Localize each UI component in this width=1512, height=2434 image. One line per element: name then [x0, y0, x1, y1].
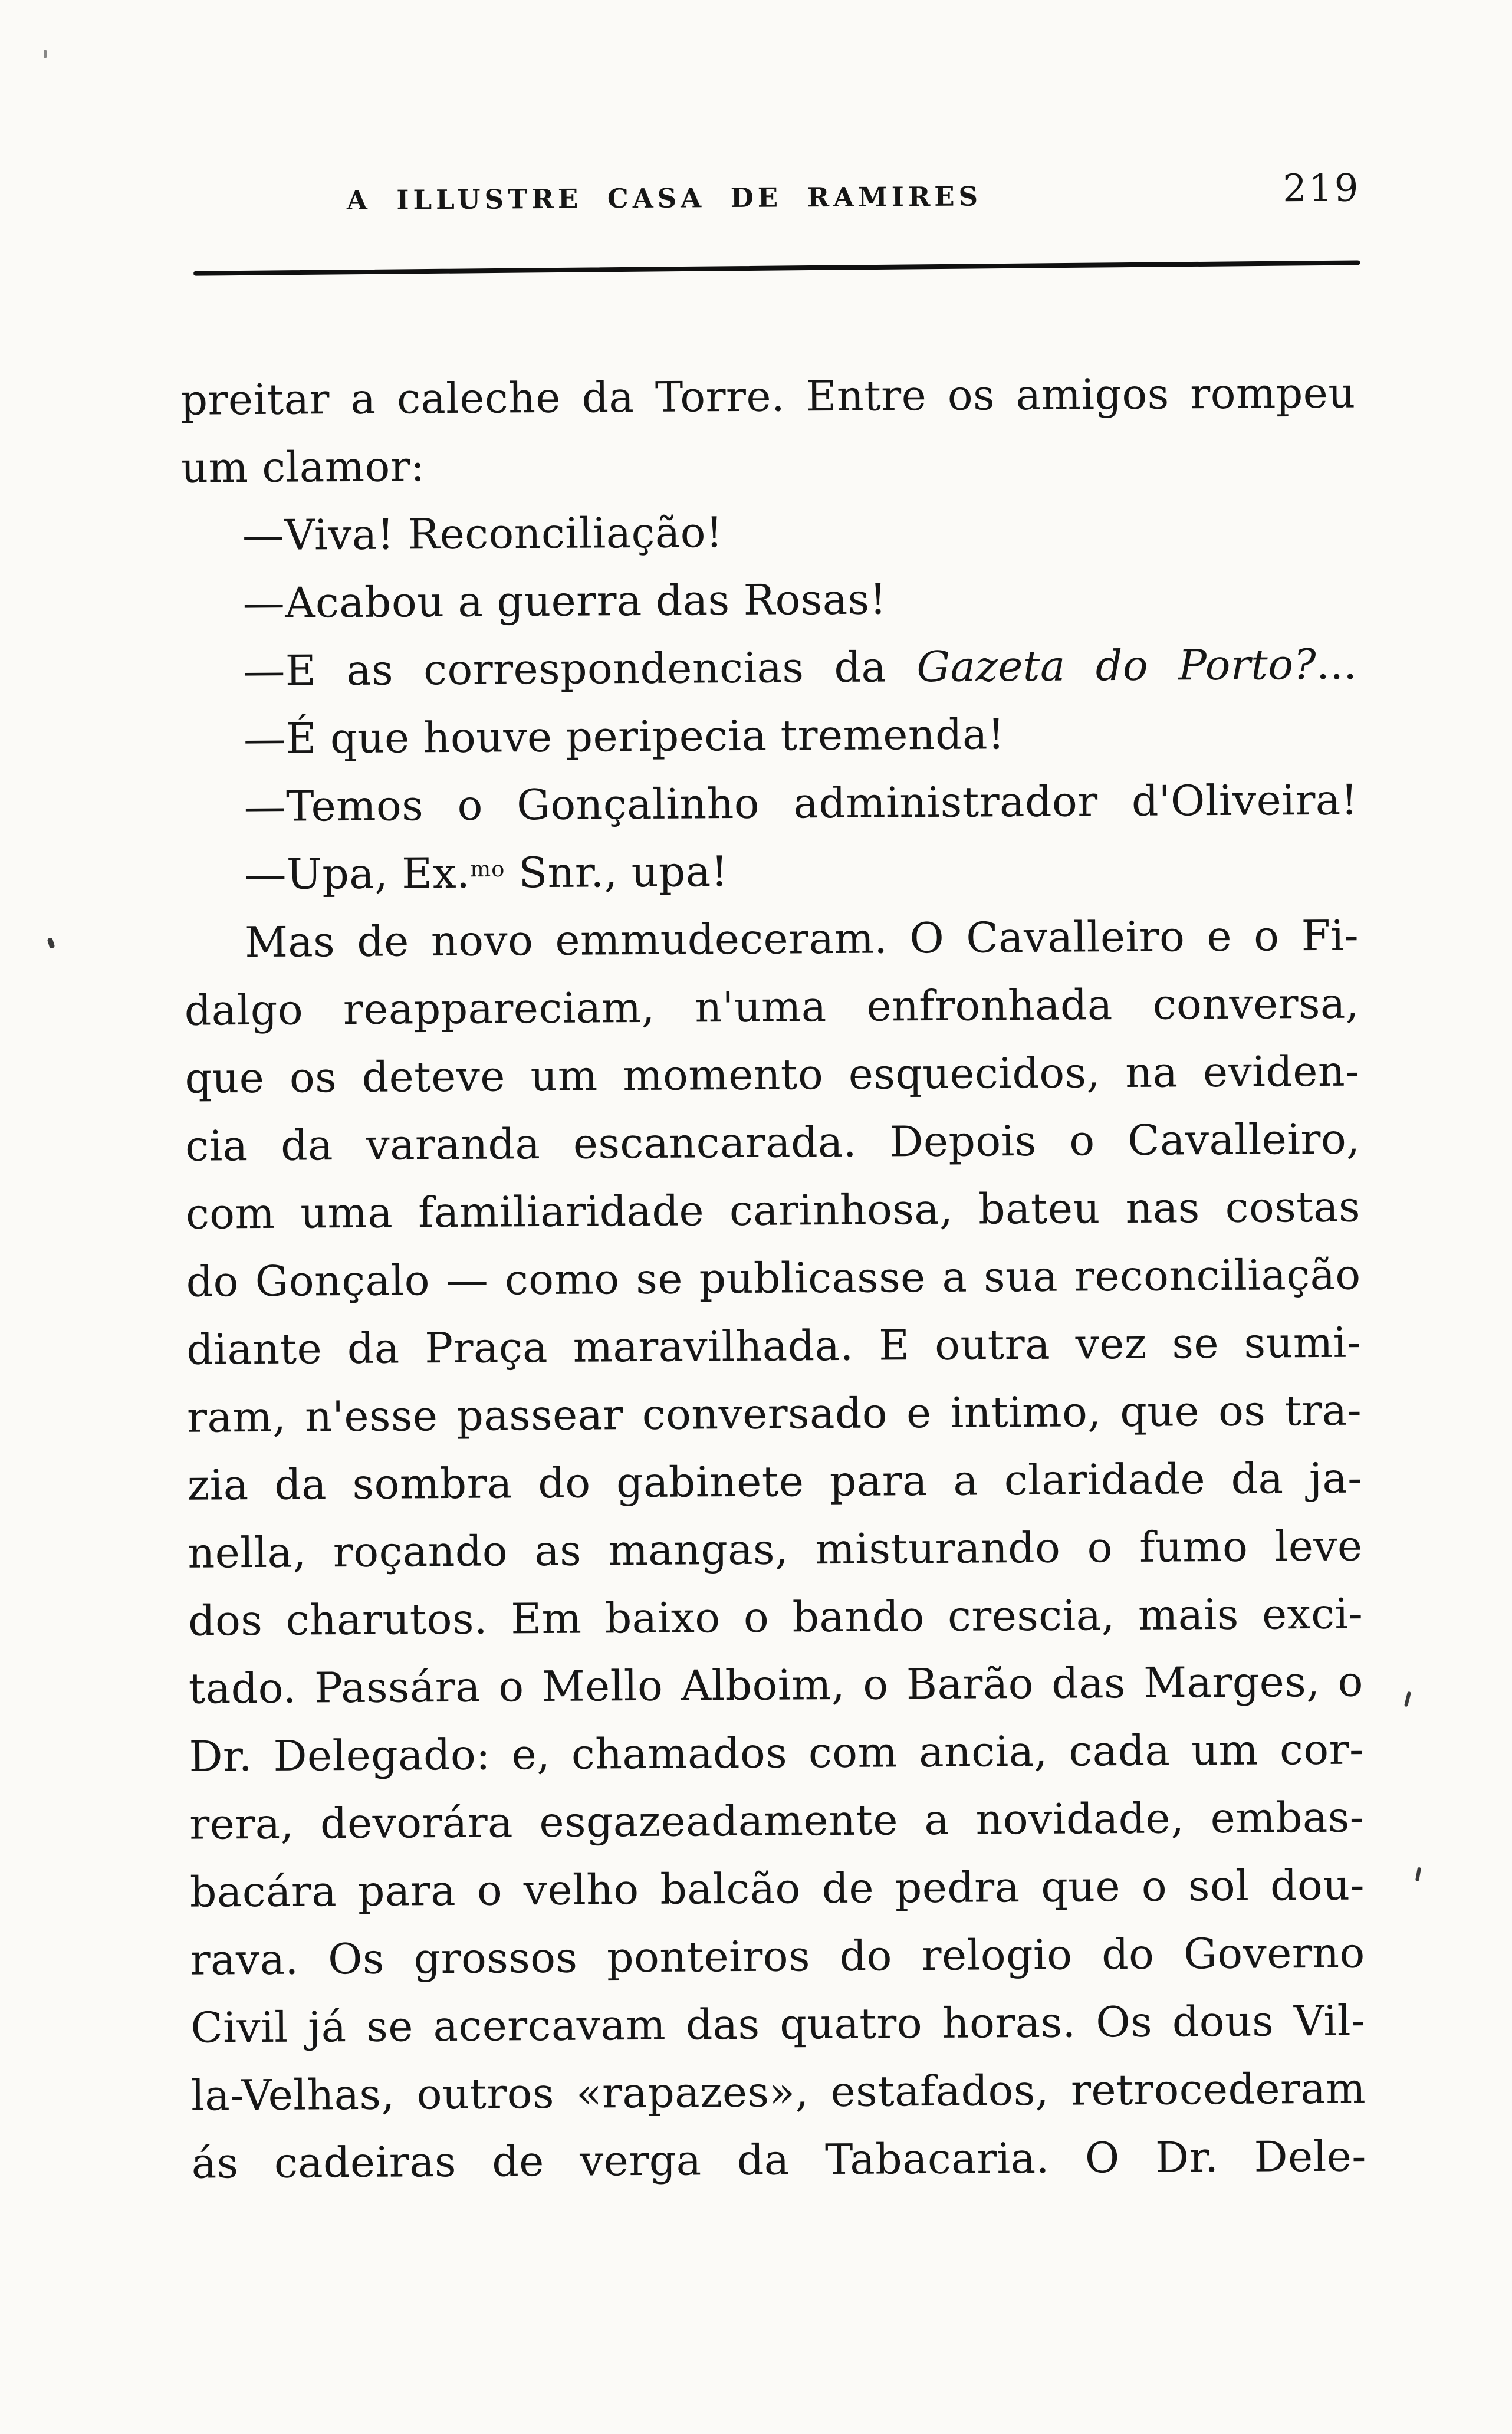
dialogue-text: —Upa, Ex. — [244, 848, 471, 899]
page-body — [180, 359, 1366, 2198]
dialogue-line: —Temos o Gonçalinho administrador d'Oliveira! — [244, 775, 1358, 832]
text-line: tado. Passára o Mello Alboim, o Barão das Marges, o — [188, 1657, 1364, 1713]
text-line: um clamor: — [181, 442, 425, 492]
text-line: ás cadeiras de verga da Tabacaria. O Dr. Dele- — [191, 2131, 1367, 2188]
dialogue-line: —Viva! Reconciliação! — [242, 508, 724, 560]
dialogue-line: —Acabou a guerra das Rosas! — [242, 574, 887, 628]
text-line: cia da varanda escancarada. Depois o Cavalleiro, — [185, 1114, 1360, 1171]
text-line: nella, roçando as mangas, misturando o fumo leve — [188, 1521, 1363, 1578]
text-line: dalgo reappareciam, n'uma enfronhada conversa, — [184, 978, 1360, 1035]
text-line: diante da Praça maravilhada. E outra vez se sumi- — [186, 1318, 1362, 1374]
text-line: com uma familiaridade carinhosa, bateu nas costas — [185, 1182, 1361, 1239]
text-line: bacára para o velho balcão de pedra que o sol dou- — [189, 1860, 1365, 1917]
running-title: A ILLUSTRE CASA DE RAMIRES — [346, 180, 982, 216]
text-line: que os deteve um momento esquecidos, na eviden- — [185, 1046, 1360, 1103]
text-line: rera, devorára esgazeadamente a novidade, embas- — [189, 1792, 1365, 1849]
dialogue-line: —É que houve peripecia tremenda! — [243, 709, 1005, 764]
dialogue-text: ... — [1316, 639, 1357, 689]
text-line: Civil já se acercavam das quatro horas. Os dous Vil- — [190, 1996, 1366, 2052]
italic-gazeta-do-porto: Gazeta do Porto? — [916, 639, 1317, 692]
dialogue-line — [183, 834, 1359, 909]
text-line: Dr. Delegado: e, chamados com ancia, cada um cor- — [189, 1725, 1364, 1781]
dialogue-text: —E as correspondencias da — [243, 642, 917, 696]
text-line: dos charutos. Em baixo o bando crescia, mais exci- — [188, 1589, 1363, 1645]
dialogue-line — [182, 630, 1357, 705]
paragraph-first-line: Mas de novo emmudeceram. O Cavalleiro e o Fi- — [244, 911, 1359, 967]
header-rule — [193, 260, 1360, 275]
text-line: preitar a caleche da Torre. Entre os amigos rompeu — [180, 368, 1356, 425]
superscript-abbreviation: mo — [470, 856, 505, 882]
text-line: do Gonçalo — como se publicasse a sua reconciliação — [186, 1250, 1361, 1306]
text-line: ram, n'esse passear conversado e intimo, que os tra- — [186, 1385, 1362, 1442]
dialogue-text: Snr., upa! — [505, 847, 728, 898]
text-line: rava. Os grossos ponteiros do relogio do Governo — [190, 1928, 1365, 1985]
scan-speck — [44, 50, 47, 58]
page-number: 219 — [1283, 166, 1360, 211]
text-line: zia da sombra do gabinete para a claridade da ja- — [187, 1453, 1363, 1510]
text-line: la-Velhas, outros «rapazes», estafados, retrocederam — [190, 2064, 1366, 2120]
